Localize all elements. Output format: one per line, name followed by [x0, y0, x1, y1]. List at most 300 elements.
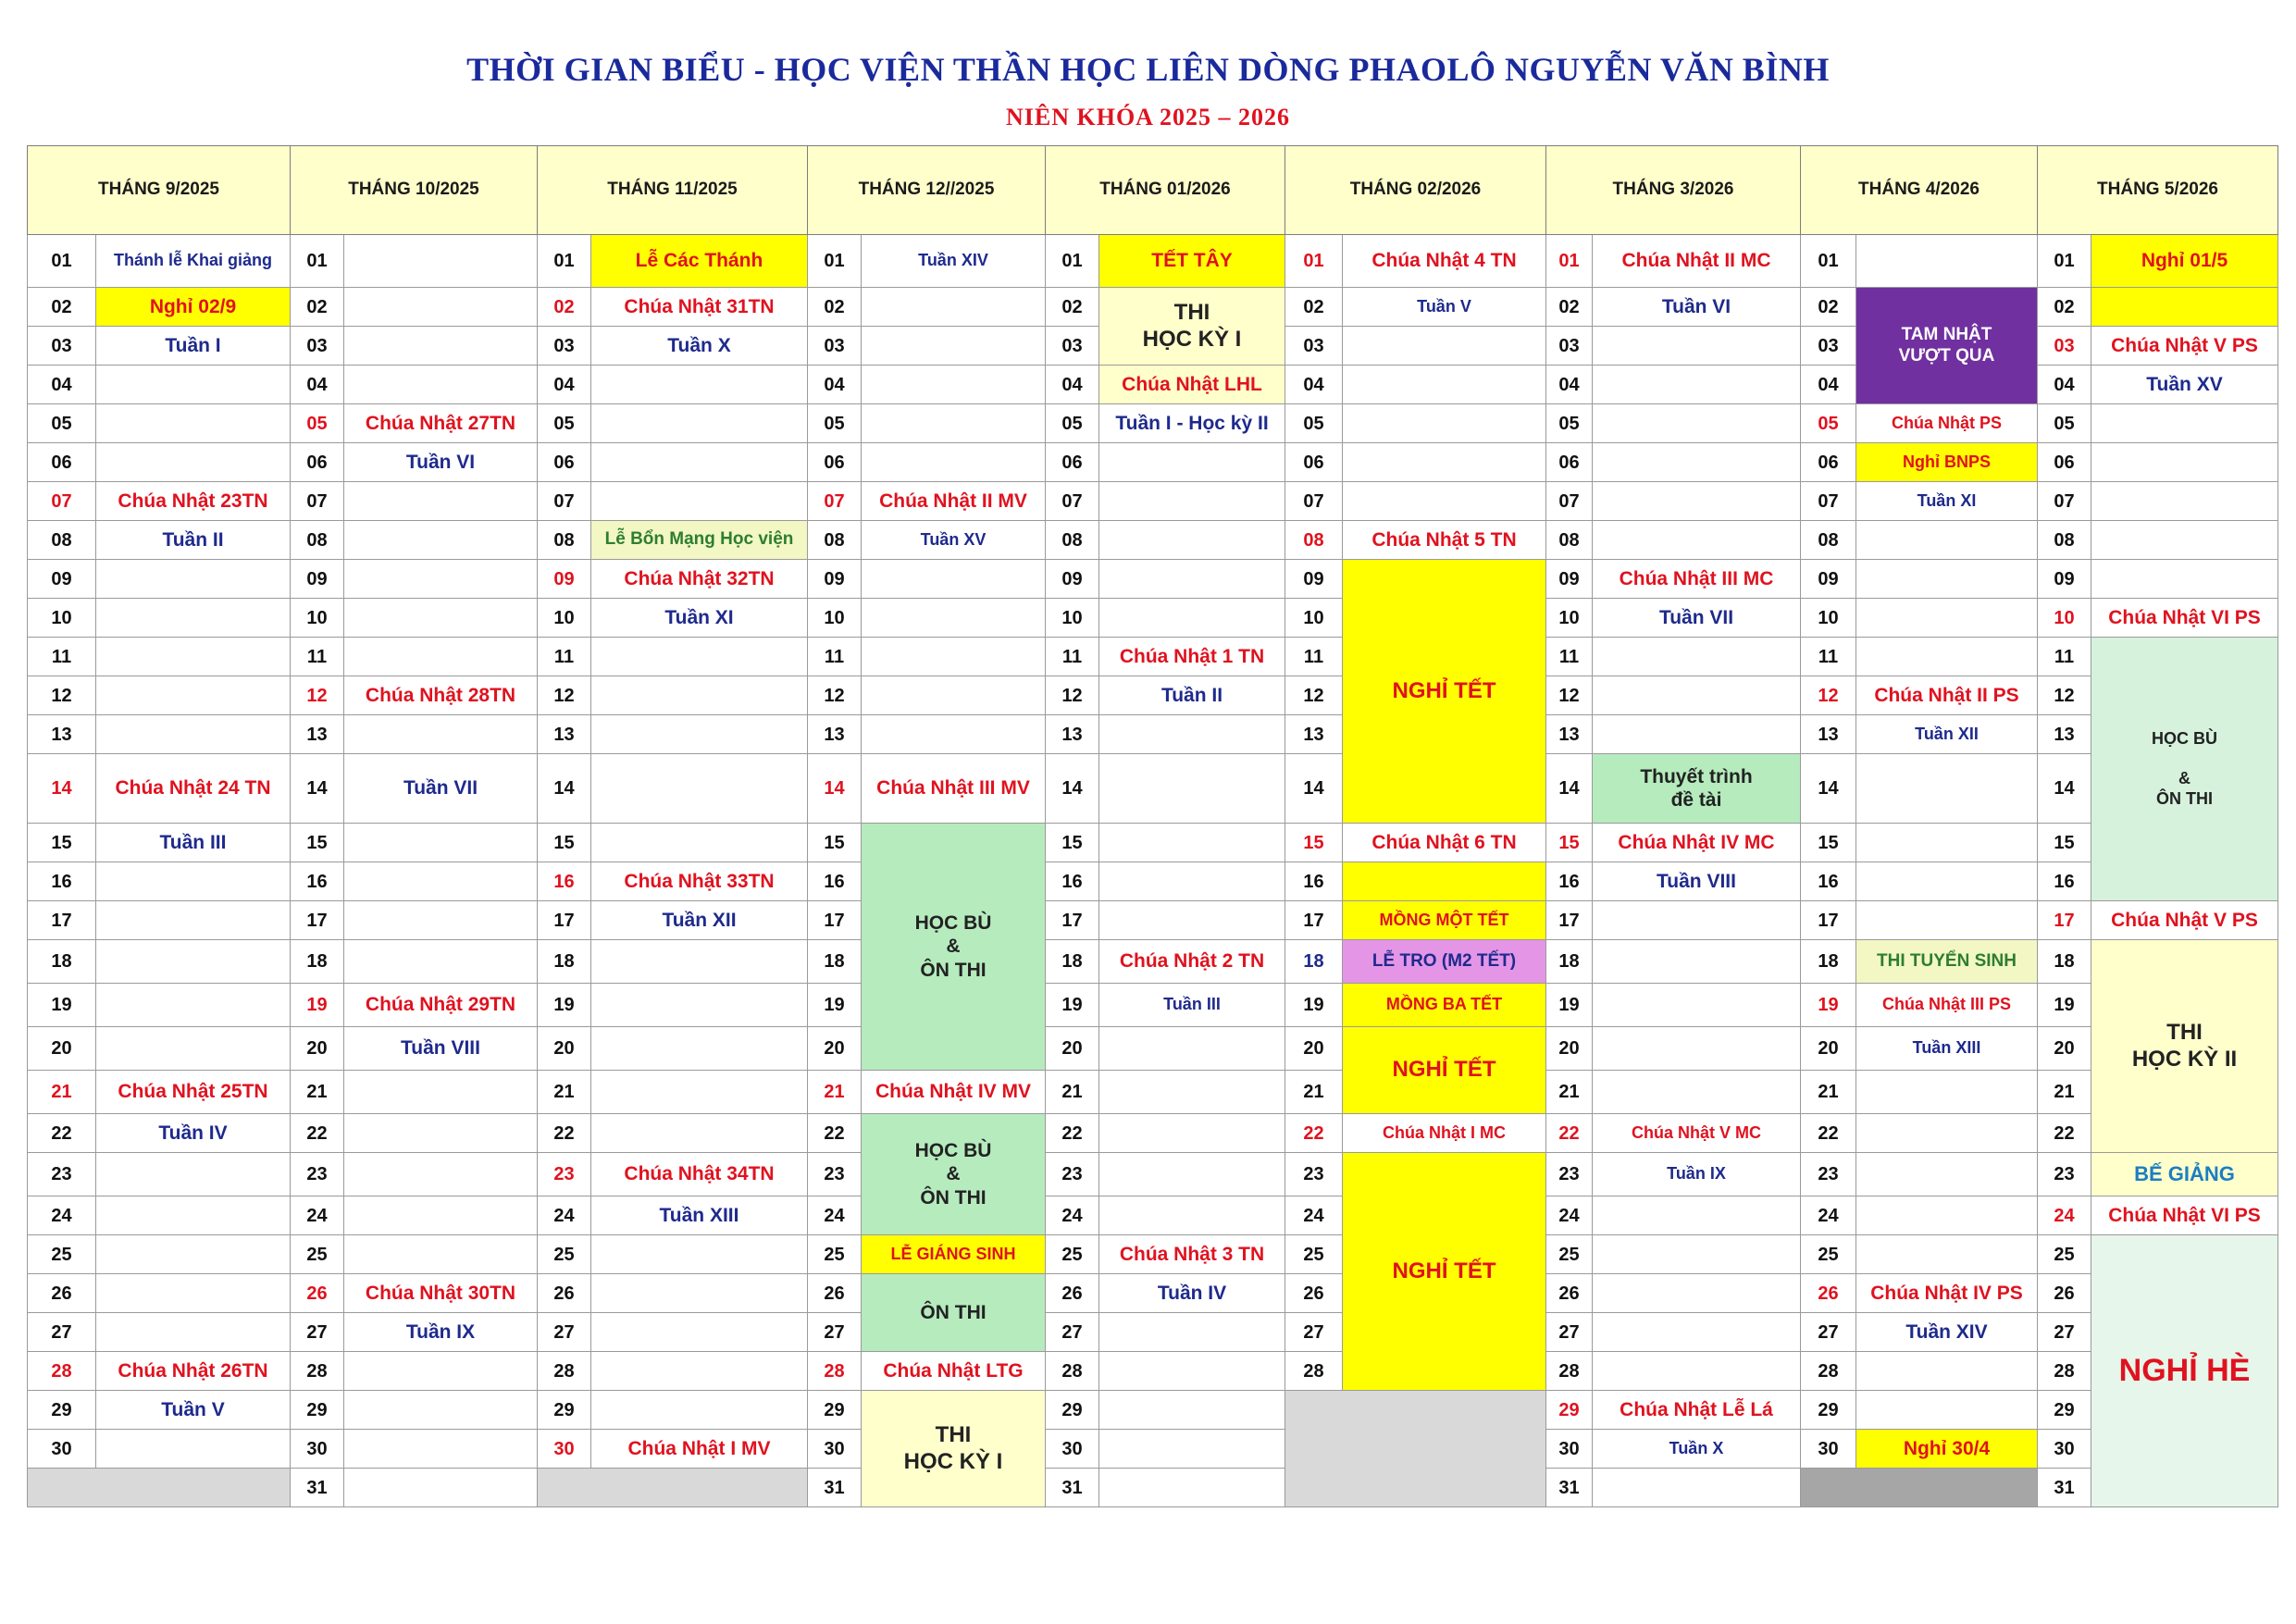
sep-event-d21: Chúa Nhật 25TN	[96, 1071, 291, 1114]
mar-event-cell	[1593, 521, 1801, 560]
day-number: 29	[291, 1391, 344, 1430]
sep-event-d1: Thánh lễ Khai giảng	[96, 235, 291, 288]
jan-event-cell	[1099, 1114, 1285, 1153]
day-number: 27	[538, 1313, 591, 1352]
day-number: 05	[808, 404, 862, 443]
dec-hocbu_b: HỌC BÙ	[914, 1140, 992, 1162]
jan-event-d18: Chúa Nhật 2 TN	[1099, 940, 1285, 984]
day-number: 17	[28, 901, 96, 940]
may-hocky: HỌC KỲ II	[2131, 1046, 2238, 1072]
day-number: 15	[808, 824, 862, 862]
dec-event-cell	[862, 715, 1046, 754]
day-number: 18	[1046, 940, 1099, 984]
oct-event-cell	[344, 824, 538, 862]
day-number: 03	[28, 327, 96, 366]
dec-event-d14: Chúa Nhật III MV	[862, 754, 1046, 824]
day-number: 15	[1801, 824, 1856, 862]
day-number: 09	[2038, 560, 2091, 599]
day-number: 27	[1046, 1313, 1099, 1352]
apr-event-d6: Nghỉ BNPS	[1856, 443, 2038, 482]
oct-event-d12: Chúa Nhật 28TN	[344, 676, 538, 715]
day-number: 02	[538, 288, 591, 327]
nov-event-d8: Lễ Bổn Mạng Học viện	[591, 521, 808, 560]
day-number: 19	[1046, 984, 1099, 1027]
day-number: 11	[808, 638, 862, 676]
mar-thuyettrinh: Thuyết trình	[1640, 765, 1753, 787]
day-number: 29	[538, 1391, 591, 1430]
day-row	[28, 1469, 2278, 1507]
day-row	[28, 1274, 2278, 1313]
day-number: 14	[538, 754, 591, 824]
sep-event-d29: Tuần V	[96, 1391, 291, 1430]
day-number: 23	[291, 1153, 344, 1196]
day-row	[28, 754, 2278, 824]
mar-thuyettrinh-block	[1593, 754, 1801, 824]
feb-event-cell	[1343, 443, 1546, 482]
may-event-cell	[2091, 288, 2278, 327]
apr-event-cell	[1856, 235, 2038, 288]
oct-event-cell	[344, 1196, 538, 1235]
jan-event-cell	[1099, 1153, 1285, 1196]
month-header-feb: THÁNG 02/2026	[1285, 146, 1546, 235]
apr-event-d7: Tuần XI	[1856, 482, 2038, 521]
day-number: 04	[291, 366, 344, 404]
day-number: 26	[1285, 1274, 1343, 1313]
may-onthi: ÔN THI	[2156, 788, 2213, 808]
oct-event-d5: Chúa Nhật 27TN	[344, 404, 538, 443]
sep-event-d3: Tuần I	[96, 327, 291, 366]
dec-amp_b: &	[946, 1163, 961, 1185]
day-number: 23	[2038, 1153, 2091, 1196]
sep-event-cell	[96, 1313, 291, 1352]
oct-event-cell	[344, 638, 538, 676]
day-number: 26	[28, 1274, 96, 1313]
may-event-cell	[2091, 482, 2278, 521]
day-number: 20	[1046, 1027, 1099, 1071]
day-row	[28, 235, 2278, 288]
sep-event-cell	[96, 901, 291, 940]
oct-event-cell	[344, 1235, 538, 1274]
day-number: 26	[538, 1274, 591, 1313]
day-number: 14	[1801, 754, 1856, 824]
day-number: 01	[2038, 235, 2091, 288]
day-number: 12	[1546, 676, 1593, 715]
day-number: 03	[2038, 327, 2091, 366]
day-number: 25	[1546, 1235, 1593, 1274]
may-nghihe-block	[2091, 1235, 2278, 1507]
apr-event-d12: Chúa Nhật II PS	[1856, 676, 2038, 715]
day-number: 08	[808, 521, 862, 560]
day-number: 28	[2038, 1352, 2091, 1391]
mar-event-d9: Chúa Nhật III MC	[1593, 560, 1801, 599]
day-number: 06	[291, 443, 344, 482]
sep-event-cell	[96, 1153, 291, 1196]
day-number: 10	[538, 599, 591, 638]
day-number: 23	[1285, 1153, 1343, 1196]
day-number: 10	[1801, 599, 1856, 638]
sep-event-cell	[96, 1235, 291, 1274]
day-row	[28, 1235, 2278, 1274]
day-number: 18	[1801, 940, 1856, 984]
day-number: 16	[1046, 862, 1099, 901]
feb-nghitet-block-3	[1343, 1153, 1546, 1391]
day-number: 05	[1046, 404, 1099, 443]
day-number: 21	[2038, 1071, 2091, 1114]
day-number: 06	[1285, 443, 1343, 482]
day-number: 06	[538, 443, 591, 482]
oct-event-cell	[344, 862, 538, 901]
day-number: 13	[1801, 715, 1856, 754]
day-row	[28, 715, 2278, 754]
day-number: 29	[1801, 1391, 1856, 1430]
day-number: 02	[1801, 288, 1856, 327]
day-number: 02	[28, 288, 96, 327]
oct-event-cell	[344, 1469, 538, 1507]
day-number: 28	[1046, 1352, 1099, 1391]
day-number: 01	[1801, 235, 1856, 288]
day-number: 28	[1801, 1352, 1856, 1391]
day-number: 03	[1546, 327, 1593, 366]
day-number: 13	[2038, 715, 2091, 754]
may-thi-block	[2091, 940, 2278, 1153]
day-number: 17	[538, 901, 591, 940]
day-number: 28	[808, 1352, 862, 1391]
day-number: 24	[808, 1196, 862, 1235]
mar-event-cell	[1593, 1071, 1801, 1114]
sep-event-d7: Chúa Nhật 23TN	[96, 482, 291, 521]
day-number: 05	[2038, 404, 2091, 443]
apr-tamnhat: TAM NHẬT	[1901, 324, 1992, 344]
day-number: 17	[808, 901, 862, 940]
day-number: 19	[28, 984, 96, 1027]
day-number: 06	[28, 443, 96, 482]
day-number: 09	[291, 560, 344, 599]
apr-event-cell	[1856, 862, 2038, 901]
jan-event-cell	[1099, 1196, 1285, 1235]
jan-event-cell	[1099, 599, 1285, 638]
jan-event-cell	[1099, 1430, 1285, 1469]
dec-event-d25: LỄ GIÁNG SINH	[862, 1235, 1046, 1274]
oct-event-cell	[344, 288, 538, 327]
day-number: 12	[1285, 676, 1343, 715]
mar-event-d2: Tuần VI	[1593, 288, 1801, 327]
day-number: 20	[538, 1027, 591, 1071]
oct-event-cell	[344, 327, 538, 366]
day-number: 10	[1285, 599, 1343, 638]
jan-event-d1: TẾT TÂY	[1099, 235, 1285, 288]
nov-empty-cell	[538, 1469, 808, 1507]
day-number: 17	[1285, 901, 1343, 940]
day-number: 03	[1285, 327, 1343, 366]
apr-event-cell	[1856, 1196, 2038, 1235]
page-subtitle: NIÊN KHÓA 2025 – 2026	[1005, 104, 1291, 130]
sep-event-cell	[96, 1274, 291, 1313]
day-number: 27	[1801, 1313, 1856, 1352]
day-number: 29	[28, 1391, 96, 1430]
month-header-mar: THÁNG 3/2026	[1546, 146, 1801, 235]
day-number: 21	[1546, 1071, 1593, 1114]
mar-event-cell	[1593, 901, 1801, 940]
day-number: 17	[1801, 901, 1856, 940]
dec-amp_a: &	[946, 936, 961, 958]
apr-event-cell	[1856, 754, 2038, 824]
jan-event-d26: Tuần IV	[1099, 1274, 1285, 1313]
apr-tamnhat-block	[1856, 288, 2038, 404]
day-number: 14	[1546, 754, 1593, 824]
jan-thi-block	[1099, 288, 1285, 366]
day-number: 28	[538, 1352, 591, 1391]
day-number: 31	[1046, 1469, 1099, 1507]
dec-thi-block	[862, 1391, 1046, 1507]
day-number: 17	[2038, 901, 2091, 940]
day-number: 25	[1285, 1235, 1343, 1274]
day-row	[28, 1027, 2278, 1071]
day-number: 07	[291, 482, 344, 521]
day-number: 10	[2038, 599, 2091, 638]
nov-event-cell	[591, 1391, 808, 1430]
day-number: 18	[808, 940, 862, 984]
day-number: 23	[538, 1153, 591, 1196]
sep-event-cell	[96, 862, 291, 901]
may-event-d23: BẾ GIẢNG	[2091, 1153, 2278, 1196]
nov-event-cell	[591, 984, 808, 1027]
day-row	[28, 1430, 2278, 1469]
oct-event-d6: Tuần VI	[344, 443, 538, 482]
dec-event-cell	[862, 676, 1046, 715]
apr-event-cell	[1856, 1352, 2038, 1391]
jan-event-cell	[1099, 901, 1285, 940]
day-number: 12	[1801, 676, 1856, 715]
nov-event-d17: Tuần XII	[591, 901, 808, 940]
oct-event-cell	[344, 715, 538, 754]
mar-event-cell	[1593, 1274, 1801, 1313]
day-number: 16	[808, 862, 862, 901]
may-event-cell	[2091, 404, 2278, 443]
day-number: 31	[1546, 1469, 1593, 1507]
jan-event-d5: Tuần I - Học kỳ II	[1099, 404, 1285, 443]
mar-event-d23: Tuần IX	[1593, 1153, 1801, 1196]
day-number: 26	[1801, 1274, 1856, 1313]
oct-event-cell	[344, 1114, 538, 1153]
mar-event-cell	[1593, 327, 1801, 366]
day-number: 09	[1285, 560, 1343, 599]
day-number: 15	[1285, 824, 1343, 862]
timetable-grid	[27, 145, 2278, 1507]
apr-event-cell	[1856, 901, 2038, 940]
day-number: 11	[1546, 638, 1593, 676]
day-number: 25	[538, 1235, 591, 1274]
day-number: 14	[1285, 754, 1343, 824]
day-number: 26	[808, 1274, 862, 1313]
day-number: 11	[1046, 638, 1099, 676]
oct-event-d14: Tuần VII	[344, 754, 538, 824]
day-number: 19	[2038, 984, 2091, 1027]
day-number: 29	[1546, 1391, 1593, 1430]
day-number: 28	[1546, 1352, 1593, 1391]
oct-event-cell	[344, 1430, 538, 1469]
day-number: 22	[538, 1114, 591, 1153]
day-number: 04	[1046, 366, 1099, 404]
day-number: 27	[28, 1313, 96, 1352]
sep-event-cell	[96, 1430, 291, 1469]
day-number: 23	[1046, 1153, 1099, 1196]
day-row	[28, 862, 2278, 901]
nov-event-cell	[591, 676, 808, 715]
nov-event-cell	[591, 754, 808, 824]
mar-event-d29: Chúa Nhật Lễ Lá	[1593, 1391, 1801, 1430]
feb-nghitet-block-2	[1343, 1027, 1546, 1114]
day-number: 05	[538, 404, 591, 443]
day-row	[28, 443, 2278, 482]
oct-event-cell	[344, 235, 538, 288]
day-number: 09	[538, 560, 591, 599]
oct-event-cell	[344, 1391, 538, 1430]
day-number: 02	[1285, 288, 1343, 327]
mar-event-cell	[1593, 1469, 1801, 1507]
mar-event-cell	[1593, 984, 1801, 1027]
feb-empty-block	[1285, 1391, 1546, 1507]
may-event-d24: Chúa Nhật VI PS	[2091, 1196, 2278, 1235]
day-number: 04	[1285, 366, 1343, 404]
may-event-d17: Chúa Nhật V PS	[2091, 901, 2278, 940]
jan-event-cell	[1099, 560, 1285, 599]
day-row	[28, 521, 2278, 560]
nov-event-d3: Tuần X	[591, 327, 808, 366]
may-event-cell	[2091, 560, 2278, 599]
apr-empty-cell	[1801, 1469, 2038, 1507]
may-hocbu: HỌC BÙ	[2152, 728, 2217, 748]
day-number: 24	[1046, 1196, 1099, 1235]
day-number: 30	[538, 1430, 591, 1469]
day-number: 05	[1546, 404, 1593, 443]
may-event-cell	[2091, 443, 2278, 482]
day-number: 19	[538, 984, 591, 1027]
day-number: 06	[1046, 443, 1099, 482]
may-event-cell	[2091, 521, 2278, 560]
day-number: 08	[1801, 521, 1856, 560]
mar-event-cell	[1593, 404, 1801, 443]
mar-event-cell	[1593, 1313, 1801, 1352]
day-row	[28, 824, 2278, 862]
dec-hocky: HỌC KỲ I	[903, 1448, 1003, 1474]
day-number: 16	[1546, 862, 1593, 901]
day-number: 02	[808, 288, 862, 327]
day-number: 13	[1285, 715, 1343, 754]
day-number: 07	[2038, 482, 2091, 521]
dec-onthi_b: ÔN THI	[920, 1186, 987, 1209]
day-number: 02	[1046, 288, 1099, 327]
day-number: 08	[1046, 521, 1099, 560]
day-number: 17	[291, 901, 344, 940]
dec-event-d7: Chúa Nhật II MV	[862, 482, 1046, 521]
sep-event-cell	[96, 404, 291, 443]
nov-event-cell	[591, 1071, 808, 1114]
mar-event-d15: Chúa Nhật IV MC	[1593, 824, 1801, 862]
day-number: 11	[2038, 638, 2091, 676]
day-number: 18	[538, 940, 591, 984]
oct-event-cell	[344, 940, 538, 984]
nov-event-d30: Chúa Nhật I MV	[591, 1430, 808, 1469]
day-row	[28, 1114, 2278, 1153]
mar-event-cell	[1593, 1235, 1801, 1274]
sep-event-cell	[96, 638, 291, 676]
day-number: 05	[1801, 404, 1856, 443]
jan-event-d11: Chúa Nhật 1 TN	[1099, 638, 1285, 676]
day-number: 19	[291, 984, 344, 1027]
feb-event-d8: Chúa Nhật 5 TN	[1343, 521, 1546, 560]
day-number: 26	[1046, 1274, 1099, 1313]
oct-event-cell	[344, 1071, 538, 1114]
day-number: 23	[28, 1153, 96, 1196]
sep-event-d14: Chúa Nhật 24 TN	[96, 754, 291, 824]
feb-event-d2: Tuần V	[1343, 288, 1546, 327]
day-number: 12	[808, 676, 862, 715]
day-number: 01	[1046, 235, 1099, 288]
jan-event-cell	[1099, 1352, 1285, 1391]
day-number: 20	[808, 1027, 862, 1071]
jan-event-cell	[1099, 521, 1285, 560]
day-number: 25	[1801, 1235, 1856, 1274]
day-number: 27	[1285, 1313, 1343, 1352]
nov-event-cell	[591, 1352, 808, 1391]
dec-event-d21: Chúa Nhật IV MV	[862, 1071, 1046, 1114]
mar-event-cell	[1593, 638, 1801, 676]
nov-event-d9: Chúa Nhật 32TN	[591, 560, 808, 599]
dec-event-d8: Tuần XV	[862, 521, 1046, 560]
day-row	[28, 1071, 2278, 1114]
sep-event-d22: Tuần IV	[96, 1114, 291, 1153]
day-number: 30	[1046, 1430, 1099, 1469]
day-row	[28, 940, 2278, 984]
day-number: 12	[1046, 676, 1099, 715]
jan-event-cell	[1099, 1027, 1285, 1071]
feb-event-d15: Chúa Nhật 6 TN	[1343, 824, 1546, 862]
sep-event-cell	[96, 940, 291, 984]
day-number: 06	[2038, 443, 2091, 482]
month-header-dec: THÁNG 12//2025	[808, 146, 1046, 235]
nov-event-d2: Chúa Nhật 31TN	[591, 288, 808, 327]
mar-event-cell	[1593, 676, 1801, 715]
day-number: 07	[1285, 482, 1343, 521]
sep-event-d28: Chúa Nhật 26TN	[96, 1352, 291, 1391]
day-row	[28, 1196, 2278, 1235]
dec-hocbu-block-2	[862, 1114, 1046, 1235]
day-number: 24	[28, 1196, 96, 1235]
sep-event-cell	[96, 715, 291, 754]
day-number: 07	[538, 482, 591, 521]
month-header-oct: THÁNG 10/2025	[291, 146, 538, 235]
day-number: 11	[28, 638, 96, 676]
day-row	[28, 1352, 2278, 1391]
day-number: 20	[1546, 1027, 1593, 1071]
day-number: 24	[538, 1196, 591, 1235]
may-event-d1: Nghỉ 01/5	[2091, 235, 2278, 288]
apr-event-cell	[1856, 560, 2038, 599]
day-number: 13	[28, 715, 96, 754]
day-number: 22	[291, 1114, 344, 1153]
day-number: 25	[808, 1235, 862, 1274]
day-number: 03	[538, 327, 591, 366]
day-number: 21	[808, 1071, 862, 1114]
day-number: 16	[28, 862, 96, 901]
sep-event-cell	[96, 443, 291, 482]
feb-event-cell	[1343, 404, 1546, 443]
day-number: 02	[2038, 288, 2091, 327]
nov-event-cell	[591, 1274, 808, 1313]
mar-event-cell	[1593, 1027, 1801, 1071]
day-number: 06	[808, 443, 862, 482]
dec-event-cell	[862, 404, 1046, 443]
